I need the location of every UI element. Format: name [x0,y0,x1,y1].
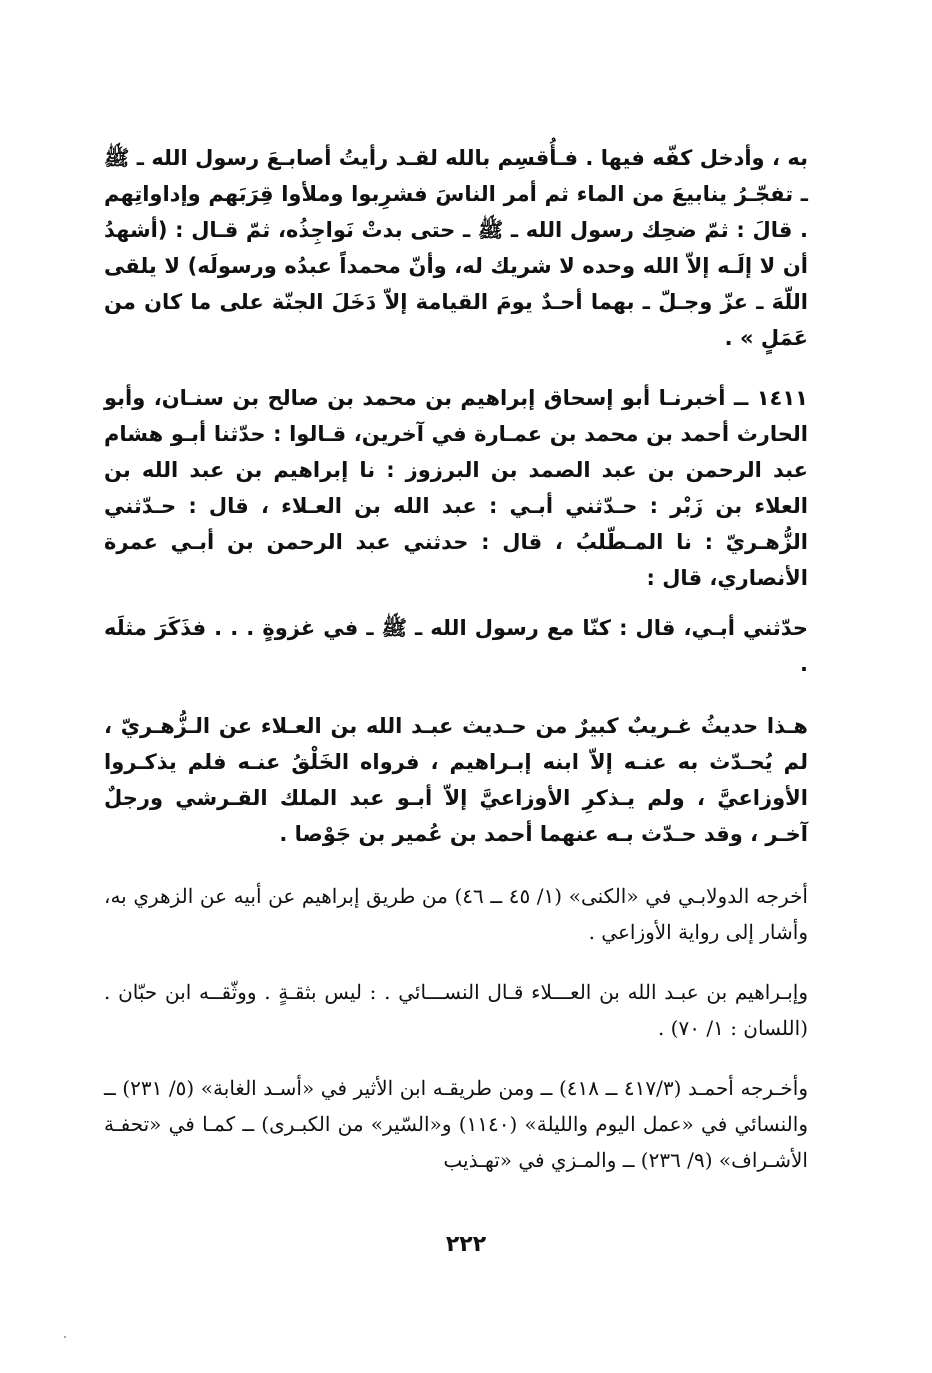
scan-speck [64,1336,66,1338]
hadith-continuation: به ، وأدخل كفّه فيها . فـأُقسِم بالله لقـد رأيتُ أصابـعَ رسول الله ـ ﷺ ـ تفجّـرُ ينابيعَ من الماء ثم أمر الناسَ فشرِبوا وملأوا قِرَبَهم وإداواتِهم . قالَ : ثمّ ضحِك رسول الله ـ ﷺ ـ حتى بدتْ نَواجِذُه، ثمّ قـال : (أشهدُ أن لا إلَـه إلاّ الله وحده لا شريك له، وأنّ محمداً عبدُه ورسولَه) لا يلقى اللّهَ ـ عزّ وجـلّ ـ بهما أحـدٌ يومَ القيامة إلاّ دَخَلَ الجنّة على ما كان من عَمَلٍ » . [104,146,808,350]
footnote-ibrahim: وإبـراهيم بن عبـد الله بن العـــلاء قـال النســـائي . : ليس بثقـةٍ . ووثّقــه ابن حبّان . (اللسان : ١/ ٧٠) . [104,980,808,1040]
page-number: ٢٢٢ [445,1232,487,1257]
hadith-1411-matn: حدّثني أبـي، قال : كنّا مع رسول الله ـ ﷺ ـ في غزوةٍ . . . فذَكَرَ مثلَه . [104,616,808,676]
page-body [104,140,808,1178]
footnote-ahmad: وأخـرجه أحمـد (٤١٧/٣ ــ ٤١٨) ــ ومن طريقـه ابن الأثير في «أسـد الغابة» (٥/ ٢٣١) ــ والنسائي في «عمل اليوم والليلة» (١١٤٠) و«السّير» من الكبـرى) ــ كمـا في «تحفـة الأشـراف» (٩/ ٢٣٦) ــ والمـزي في «تهـذيب [104,1076,809,1172]
author-commentary: هـذا حديثُ غـريبٌ كبيرٌ من حـديث عبـد الله بن العـلاء عن الـزُّهـريّ ، لم يُحـدّث به عنـه إلاّ ابنه إبـراهيم ، فرواه الخَلْقُ عنـه فلم يذكـروا الأوزاعيَّ ، ولم يـذكرِ الأوزاعيَّ إلاّ أبـو عبد الملك القـرشي ورجلٌ آخـر ، وقد حـدّث بـه عنهما أحمد بن عُمير بن جَوْصا . [104,714,808,846]
footnote-dulabi: أخرجه الدولابـي في «الكنى» (١/ ٤٥ ــ ٤٦) من طريق إبراهيم عن أبيه عن الزهري به، وأشار إلى رواية الأوزاعي . [104,884,808,944]
hadith-1411-isnad: ١٤١١ ــ أخبرنـا أبو إسحاق إبراهيم بن محمد بن صالح بن سنـان، وأبو الحارث أحمد بن محمد بن عمـارة في آخرين، قـالوا : حدّثنا أبـو هشام عبد الرحمن بن عبد الصمد بن البرزوز : نا إبراهيم بن عبد الله بن العلاء بن زَبْر : حـدّثني أبـي : عبد الله بن العـلاء ، قال : حـدّثني الزُّهـريّ : نا المـطّلبُ ، قال : حدثني عبد الرحمن بن أبـي عمرة الأنصاري، قال : [104,386,808,590]
